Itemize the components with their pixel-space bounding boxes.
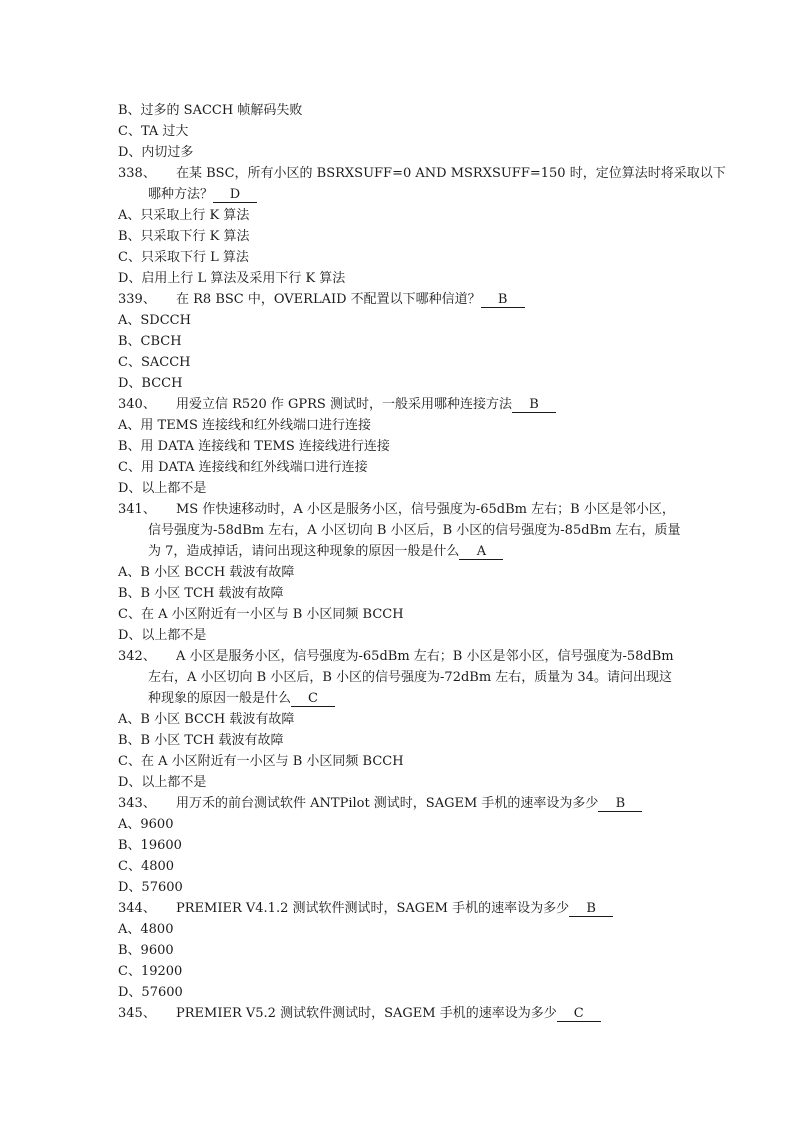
question-text: 用爱立信 R520 作 GPRS 测试时，一般采用哪种连接方法 bbox=[176, 397, 512, 412]
option-line: B、19600 bbox=[118, 838, 182, 853]
option-line: B、B 小区 TCH 载波有故障 bbox=[118, 733, 284, 748]
option-line: C、4800 bbox=[118, 859, 175, 874]
option-line: D、启用上行 L 算法及采用下行 K 算法 bbox=[118, 271, 346, 286]
option-line: C、在 A 小区附近有一小区与 B 小区同频 BCCH bbox=[118, 607, 404, 622]
answer-blank: A bbox=[459, 545, 503, 560]
option-line: B、9600 bbox=[118, 943, 174, 958]
answer-blank: C bbox=[291, 692, 335, 707]
answer-blank: B bbox=[569, 902, 613, 917]
question-340 bbox=[118, 397, 690, 413]
question-338-cont bbox=[148, 187, 690, 203]
question-342-cont: 左右，A 小区切向 B 小区后，B 小区的信号强度为-72dBm 左右，质量为 34。请问出现这 bbox=[148, 670, 672, 685]
option-line: A、只采取上行 K 算法 bbox=[118, 208, 250, 223]
question-341-cont: 信号强度为-58dBm 左右，A 小区切向 B 小区后，B 小区的信号强度为-85dBm 左右，质量 bbox=[148, 523, 681, 538]
option-line: C、在 A 小区附近有一小区与 B 小区同频 BCCH bbox=[118, 754, 404, 769]
question-344 bbox=[118, 901, 690, 917]
option-line: C、只采取下行 L 算法 bbox=[118, 250, 249, 265]
option-line: D、内切过多 bbox=[118, 145, 194, 160]
answer-blank: B bbox=[481, 293, 525, 308]
question-341-cont bbox=[148, 544, 690, 560]
answer-blank: D bbox=[213, 188, 257, 203]
option-line: D、以上都不是 bbox=[118, 775, 207, 790]
question-341 bbox=[118, 502, 690, 518]
option-line: A、B 小区 BCCH 载波有故障 bbox=[118, 712, 295, 727]
question-text: 在某 BSC，所有小区的 BSRXSUFF=0 AND MSRXSUFF=150 时，定位算法时将采取以下 bbox=[176, 166, 726, 181]
option-line: C、TA 过大 bbox=[118, 124, 189, 139]
option-line: A、用 TEMS 连接线和红外线端口进行连接 bbox=[118, 418, 372, 433]
option-line: B、只采取下行 K 算法 bbox=[118, 229, 250, 244]
option-line: C、SACCH bbox=[118, 355, 191, 370]
question-number: 339、 bbox=[118, 292, 156, 307]
question-339 bbox=[118, 292, 690, 308]
option-line: C、19200 bbox=[118, 964, 183, 979]
question-338 bbox=[118, 166, 726, 182]
question-text: 用万禾的前台测试软件 ANTPilot 测试时，SAGEM 手机的速率设为多少 bbox=[176, 796, 599, 811]
option-line: D、57600 bbox=[118, 880, 183, 895]
question-text: A 小区是服务小区，信号强度为-65dBm 左右；B 小区是邻小区，信号强度为-58dBm bbox=[176, 649, 674, 664]
question-text: 种现象的原因一般是什么 bbox=[148, 691, 292, 706]
answer-blank: C bbox=[557, 1007, 601, 1022]
question-text: 为 7，造成掉话，请问出现这种现象的原因一般是什么 bbox=[148, 544, 460, 559]
option-line: A、9600 bbox=[118, 817, 174, 832]
option-line: D、以上都不是 bbox=[118, 481, 207, 496]
answer-blank: B bbox=[598, 797, 642, 812]
option-line: D、57600 bbox=[118, 985, 183, 1000]
question-number: 342、 bbox=[118, 649, 156, 664]
option-line: B、CBCH bbox=[118, 334, 182, 349]
answer-blank: B bbox=[512, 398, 556, 413]
option-line: A、4800 bbox=[118, 922, 174, 937]
question-342 bbox=[118, 649, 690, 665]
question-number: 338、 bbox=[118, 166, 156, 181]
option-line: D、以上都不是 bbox=[118, 628, 207, 643]
option-line: D、BCCH bbox=[118, 376, 183, 391]
question-342-cont bbox=[148, 691, 690, 707]
question-number: 340、 bbox=[118, 397, 156, 412]
question-number: 345、 bbox=[118, 1006, 156, 1021]
question-text: 在 R8 BSC 中，OVERLAID 不配置以下哪种信道？ bbox=[176, 292, 481, 307]
question-text: 哪种方法？ bbox=[148, 187, 214, 202]
option-line: B、用 DATA 连接线和 TEMS 连接线进行连接 bbox=[118, 439, 390, 454]
option-line: C、用 DATA 连接线和红外线端口进行连接 bbox=[118, 460, 368, 475]
question-number: 341、 bbox=[118, 502, 156, 517]
option-line: A、SDCCH bbox=[118, 313, 191, 328]
option-line: A、B 小区 BCCH 载波有故障 bbox=[118, 565, 295, 580]
question-text: PREMIER V5.2 测试软件测试时，SAGEM 手机的速率设为多少 bbox=[176, 1006, 557, 1021]
option-line: B、B 小区 TCH 载波有故障 bbox=[118, 586, 284, 601]
question-text: PREMIER V4.1.2 测试软件测试时，SAGEM 手机的速率设为多少 bbox=[176, 901, 570, 916]
question-text: MS 作快速移动时，A 小区是服务小区，信号强度为-65dBm 左右；B 小区是邻小区， bbox=[176, 502, 675, 517]
question-345 bbox=[118, 1006, 690, 1022]
question-number: 343、 bbox=[118, 796, 156, 811]
question-number: 344、 bbox=[118, 901, 156, 916]
question-343 bbox=[118, 796, 690, 812]
option-line: B、过多的 SACCH 帧解码失败 bbox=[118, 103, 303, 118]
